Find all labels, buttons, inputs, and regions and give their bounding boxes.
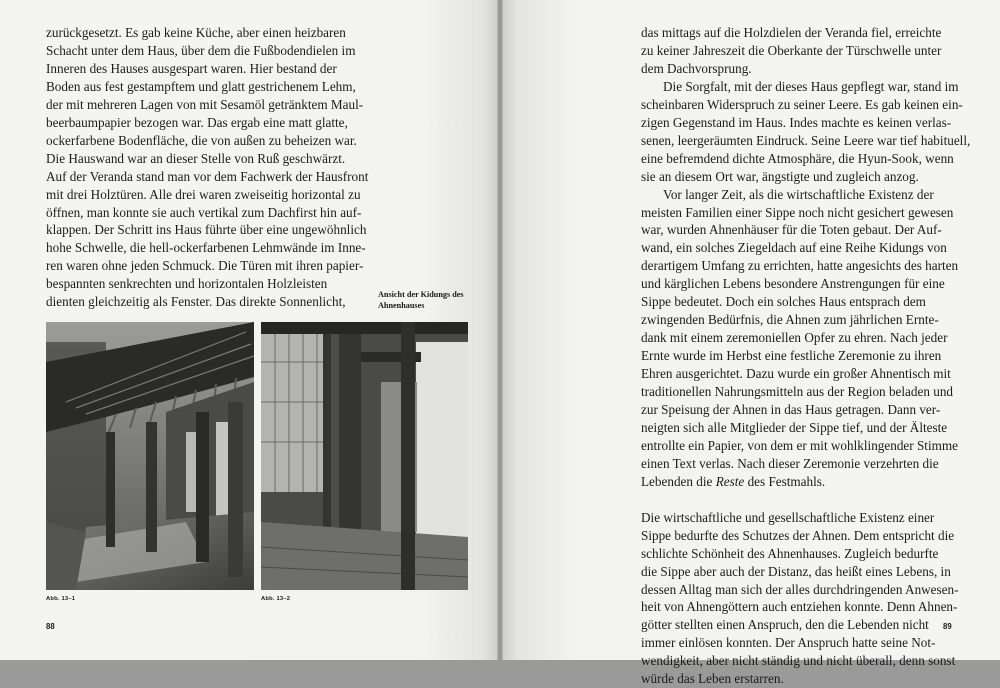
- text-line: götter stellten einen Anspruch, den die Lebenden nicht: [641, 617, 929, 633]
- text-line: zurückgesetzt. Es gab keine Küche, aber einen heizbaren: [46, 25, 346, 40]
- right-body-text: [641, 24, 971, 688]
- text-run: des Festmahls.: [744, 473, 826, 489]
- text-line: klappen. Der Schritt ins Haus führte über eine ungewöhnlich: [46, 222, 367, 238]
- text-line: Ernte wurde im Herbst eine festliche Zeremonie zu ihren: [641, 348, 942, 364]
- text-line: Sippe bedeutet. Doch ein solches Haus entsprach dem: [641, 294, 926, 310]
- text-line: Ehren ausgerichtet. Dazu wurde ein großer Ahnentisch mit: [641, 366, 951, 382]
- left-body-text: [46, 24, 371, 311]
- text-line: Schacht unter dem Haus, über dem die Fußbodendielen im: [46, 42, 356, 58]
- figure-label: Abb. 13–2: [261, 596, 291, 602]
- paragraph-gap: [641, 491, 971, 509]
- text-line: meisten Familien einer Sippe noch nicht gesichert gewesen: [641, 204, 954, 220]
- text-line: war, wurden Ahnenhäuser für die Toten gebaut. Der Auf-: [641, 222, 942, 238]
- interior-photo: [261, 322, 468, 590]
- text-line: Die Sorgfalt, mit der dieses Haus gepflegt war, stand im: [663, 78, 959, 94]
- text-line: derartigem Umfang zu errichten, hatte angesichts des harten: [641, 258, 959, 274]
- text-line: dank mit einem zeremoniellen Opfer zu ehren. Nach jeder: [641, 330, 948, 346]
- text-line: dessen Alltag man sich der alles durchdringenden Anwesen-: [641, 581, 959, 597]
- text-line: entrollte ein Papier, von dem er mit wohlklingender Stimme: [641, 437, 959, 453]
- left-page: [0, 0, 497, 660]
- text-line: Auf der Veranda stand man vor dem Fachwerk der Hausfront: [46, 168, 369, 184]
- text-line: Vor langer Zeit, als die wirtschaftliche Existenz der: [663, 186, 934, 202]
- text-line: wendigkeit, aber nicht ständig und nicht überall, denn sonst: [641, 653, 956, 669]
- text-line: scheinbaren Widerspruch zu seiner Leere. Es gab keinen ein-: [641, 96, 963, 112]
- text-line: senen, leergeräumten Eindruck. Seine Leere war tief habituell,: [641, 132, 971, 148]
- page-number: 89: [943, 622, 952, 631]
- text-line: ockerfarbene Bodenfläche, die von außen zu beheizen war.: [46, 132, 357, 148]
- text-line: würde das Leben erstarren.: [641, 671, 784, 687]
- text-line: das mittags auf die Holzdielen der Veranda fiel, erreichte: [641, 25, 942, 40]
- text-line: ren waren ohne jeden Schmuck. Die Türen mit ihren papier-: [46, 258, 364, 274]
- text-line: die Sippe aber auch der Distanz, das heißt eines Lebens, in: [641, 563, 951, 579]
- text-line: zwingenden Bedürfnis, die Ahnen zum jährlichen Ernte-: [641, 312, 939, 328]
- caption-line: Ansicht der Kidungs des: [378, 290, 464, 299]
- text-line: heit von Ahnengöttern auch entziehen konnte. Denn Ahnen-: [641, 599, 958, 615]
- text-line: mit drei Holztüren. Alle drei waren zweiseitig horizontal zu: [46, 186, 361, 202]
- text-line: zu keiner Jahreszeit die Oberkante der Türschwelle unter: [641, 42, 942, 58]
- photo-caption: [378, 290, 478, 311]
- text-line: Boden aus fest gestampftem und glatt gestrichenem Lehm,: [46, 78, 356, 94]
- text-run: Lebenden die: [641, 473, 716, 489]
- veranda-photo: [46, 322, 254, 590]
- text-line: Sippe bedurfte des Schutzes der Ahnen. Dem entspricht die: [641, 527, 955, 543]
- text-line: dienten gleichzeitig als Fenster. Das direkte Sonnenlicht,: [46, 294, 346, 310]
- text-line: beerbaumpapier bezogen war. Das ergab eine matt glatte,: [46, 114, 348, 130]
- text-line: Die wirtschaftliche und gesellschaftliche Existenz einer: [641, 509, 935, 525]
- text-line: zigen Gegenstand im Haus. Indes machte es keinen verlas-: [641, 114, 952, 130]
- text-line: und kärglichen Lebens besondere Anstrengungen für eine: [641, 276, 945, 292]
- text-line: hohe Schwelle, die hell-ockerfarbenen Lehmwände im Inne-: [46, 240, 366, 256]
- text-line: der mit mehreren Lagen von mit Sesamöl getränktem Maul-: [46, 96, 364, 112]
- page-number: 88: [46, 622, 55, 631]
- text-line: immer einlösen konnten. Der Anspruch hatte seine Not-: [641, 635, 936, 651]
- text-line: bespannten senkrechten und horizontalen Holzleisten: [46, 276, 328, 292]
- caption-line: Ahnenhauses: [378, 300, 425, 310]
- text-line: sie an diesem Ort war, ängstigte und zugleich anzog.: [641, 168, 919, 184]
- text-line: öffnen, man konnte sie auch vertikal zum Dachfirst hin auf-: [46, 204, 362, 220]
- text-line: Inneren des Hauses ausgespart waren. Hier bestand der: [46, 60, 337, 76]
- text-line: traditionellen Nahrungsmitteln aus der Region beladen und: [641, 384, 954, 400]
- text-line: dem Dachvorsprung.: [641, 60, 752, 76]
- italic-word: Reste: [715, 473, 745, 489]
- text-line: [641, 473, 971, 491]
- text-line: einen Text verlas. Nach dieser Zeremonie verzehrten die: [641, 455, 939, 471]
- text-line: schlichte Schönheit des Ahnenhauses. Zugleich bedurfte: [641, 545, 939, 561]
- text-line: eine befremdend dichte Atmosphäre, die Hyun-Sook, wenn: [641, 150, 954, 166]
- text-line: Die Hauswand war an dieser Stelle von Ruß geschwärzt.: [46, 150, 346, 166]
- text-line: zur Speisung der Ahnen in das Haus getragen. Dann ver-: [641, 402, 941, 418]
- figure-label: Abb. 13–1: [46, 596, 76, 602]
- text-line: wand, ein solches Ziegeldach auf eine Reihe Kidungs von: [641, 240, 947, 256]
- text-line: neigten sich alle Mitglieder der Sippe tief, und der Älteste: [641, 419, 948, 435]
